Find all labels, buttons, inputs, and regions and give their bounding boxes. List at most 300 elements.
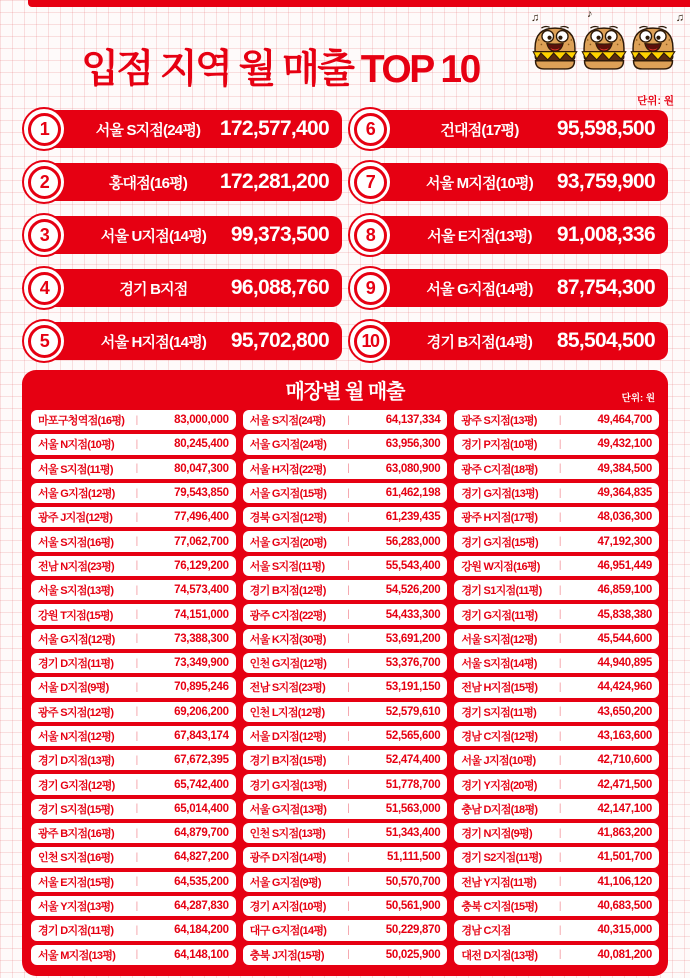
store-name: 서울 D지점(9평)	[38, 682, 109, 695]
store-name: 서울 K지점(30평)	[249, 633, 326, 646]
sales-value: 54,526,200	[385, 584, 441, 597]
sales-value: 53,191,150	[385, 681, 441, 694]
sales-value: 46,859,100	[597, 584, 653, 597]
store-row	[243, 459, 448, 479]
sales-value: 55,543,400	[385, 559, 441, 572]
store-row	[454, 823, 659, 843]
rank-bar	[44, 163, 342, 201]
rank-badge	[348, 266, 392, 310]
sales-value: 41,106,120	[597, 875, 653, 888]
separator: |	[135, 900, 139, 912]
sales-value: 74,151,000	[174, 608, 229, 621]
separator: |	[558, 924, 562, 936]
rank-number: 6	[365, 118, 375, 139]
unit-label: 단위: 원	[621, 393, 655, 404]
store-row	[31, 823, 236, 843]
rank-item	[22, 267, 342, 309]
store-name: 강원 W지점(16평)	[461, 560, 540, 573]
sales-value: 96,088,760	[230, 276, 329, 299]
burger-mascots	[531, 8, 684, 78]
sales-value: 47,192,300	[597, 535, 653, 548]
sales-value: 41,501,700	[597, 851, 653, 864]
sales-value: 50,570,700	[385, 875, 441, 888]
store-name: 서울 G지점(20평)	[249, 536, 327, 549]
separator: |	[135, 414, 139, 426]
rank-badge-inner	[354, 272, 387, 305]
rank-bar	[44, 110, 342, 148]
separator: |	[135, 438, 139, 450]
store-row	[454, 580, 659, 600]
store-name: 서울 E지점(13평)	[427, 227, 532, 245]
separator: |	[347, 609, 350, 621]
rank-number: 5	[39, 330, 49, 351]
separator: |	[347, 730, 350, 742]
store-name: 전남 N지점(23평)	[38, 560, 114, 573]
store-name: 서울 H지점(22평)	[249, 463, 326, 476]
sales-value: 44,424,960	[597, 681, 653, 694]
store-row	[31, 702, 236, 722]
store-row	[454, 653, 659, 673]
rank-bar	[44, 269, 342, 307]
sales-value: 95,598,500	[556, 117, 655, 140]
store-name: 서울 S지점(16평)	[38, 536, 114, 549]
separator: |	[558, 851, 562, 863]
store-row	[31, 459, 236, 479]
separator: |	[558, 706, 562, 718]
separator: |	[135, 876, 139, 888]
separator: |	[135, 536, 139, 548]
sales-value: 52,565,600	[385, 730, 441, 742]
store-row	[454, 459, 659, 479]
store-name: 충북 C지점(15평)	[461, 901, 538, 914]
sales-value: 64,879,700	[174, 827, 229, 840]
store-name: 광주 S지점(13평)	[461, 415, 537, 428]
rank-bar	[370, 163, 668, 201]
separator: |	[558, 511, 562, 523]
sales-value: 95,702,800	[230, 329, 329, 352]
store-name: 서울 G지점(9평)	[249, 876, 321, 889]
store-row	[243, 823, 448, 843]
store-sales-panel	[22, 370, 668, 976]
separator: |	[558, 730, 562, 742]
store-name: 서울 S지점(14평)	[461, 658, 537, 671]
rank-number: 10	[361, 330, 379, 351]
separator: |	[558, 876, 562, 888]
rank-badge-inner	[28, 325, 61, 358]
sales-value: 44,940,895	[597, 657, 653, 670]
store-row	[243, 531, 448, 551]
sales-value: 54,433,300	[385, 608, 441, 621]
store-name: 대전 D지점(13평)	[461, 949, 538, 962]
store-name: 경기 B지점(12평)	[249, 585, 326, 598]
rank-badge-inner	[354, 219, 387, 252]
store-row	[31, 580, 236, 600]
separator: |	[347, 900, 350, 912]
sales-value: 172,577,400	[219, 117, 329, 140]
sales-value: 51,778,700	[385, 778, 441, 791]
store-name: 서울 S지점(12평)	[461, 633, 537, 646]
store-name: 인천 G지점(12평)	[249, 658, 327, 671]
panel-header	[31, 377, 659, 407]
store-name: 경기 S2지점(11평)	[461, 852, 542, 865]
store-row	[31, 774, 236, 794]
separator: |	[558, 487, 562, 499]
store-name: 서울 Y지점(13평)	[38, 901, 114, 914]
store-name: 서울 S지점(11평)	[249, 560, 325, 573]
unit-label: 단위: 원	[637, 95, 674, 107]
store-row	[31, 434, 236, 454]
store-row	[243, 677, 448, 697]
store-row	[454, 920, 659, 940]
store-name: 경기 S1지점(11평)	[461, 585, 542, 598]
separator: |	[135, 511, 139, 523]
sales-value: 52,474,400	[385, 754, 441, 767]
store-name: 인천 L지점(12평)	[249, 706, 325, 719]
sales-value: 64,184,200	[174, 924, 229, 937]
header	[0, 0, 690, 108]
sales-value: 73,388,300	[174, 632, 229, 645]
store-row	[454, 556, 659, 576]
rank-number: 4	[39, 277, 49, 298]
separator: |	[558, 438, 562, 450]
store-row	[454, 483, 659, 503]
store-name: 서울 M지점(10평)	[425, 174, 533, 192]
separator: |	[135, 754, 139, 766]
store-column	[454, 410, 659, 965]
store-name: 경기 A지점(10평)	[249, 901, 326, 914]
store-name: 경기 B지점(15평)	[249, 755, 326, 768]
rank-badge-inner	[354, 325, 387, 358]
store-name: 마포구청역점(16평)	[38, 415, 125, 428]
store-row	[31, 677, 236, 697]
rank-item	[348, 320, 668, 362]
store-name: 서울 D지점(12평)	[249, 731, 326, 743]
separator: |	[347, 438, 350, 450]
sales-value: 65,014,400	[174, 802, 229, 815]
separator: |	[347, 681, 350, 693]
store-name: 전남 H지점(15평)	[461, 682, 538, 695]
store-name: 홍대점(16평)	[108, 174, 188, 192]
store-name: 서울 G지점(15평)	[249, 488, 327, 501]
sales-value: 51,343,400	[385, 827, 441, 840]
store-name: 서울 G지점(12평)	[38, 488, 115, 501]
separator: |	[558, 657, 562, 669]
sales-value: 80,047,300	[174, 462, 229, 475]
store-name: 서울 J지점(10평)	[461, 755, 536, 768]
separator: |	[347, 584, 350, 596]
store-name: 서울 S지점(24평)	[95, 121, 201, 139]
separator: |	[558, 463, 562, 475]
store-row	[454, 410, 659, 430]
rank-badge	[22, 319, 66, 363]
store-name: 광주 D지점(14평)	[249, 852, 326, 865]
store-name: 광주 H지점(17평)	[461, 512, 538, 525]
store-name: 서울 E지점(15평)	[38, 876, 114, 889]
sales-value: 76,129,200	[174, 559, 229, 572]
sales-value: 40,315,000	[597, 924, 653, 937]
sales-value: 63,080,900	[385, 462, 441, 475]
store-row	[31, 750, 236, 770]
store-column	[31, 410, 236, 965]
store-row	[243, 410, 448, 430]
store-row	[243, 702, 448, 722]
separator: |	[347, 706, 350, 718]
sales-value: 63,956,300	[385, 438, 441, 451]
separator: |	[135, 584, 139, 596]
sales-value: 67,672,395	[174, 754, 229, 767]
rank-badge	[22, 266, 66, 310]
store-row	[243, 507, 448, 527]
separator: |	[347, 536, 350, 548]
store-row	[454, 847, 659, 867]
separator: |	[135, 633, 139, 645]
music-note-icon: ♫	[531, 12, 540, 24]
separator: |	[135, 706, 139, 718]
store-row	[454, 726, 659, 746]
rank-item	[22, 214, 342, 256]
store-row	[31, 483, 236, 503]
store-name: 경기 P지점(10평)	[461, 439, 537, 452]
store-name: 서울 S지점(11평)	[38, 463, 113, 476]
separator: |	[135, 657, 139, 669]
store-name: 충남 D지점(18평)	[461, 803, 538, 816]
separator: |	[135, 803, 139, 815]
page-title: 입점 지역 월 매출 TOP 10	[81, 48, 479, 91]
store-name: 서울 S지점(13평)	[38, 585, 114, 598]
sales-value: 50,025,900	[385, 948, 441, 961]
store-name: 서울 G지점(24평)	[249, 439, 327, 452]
separator: |	[347, 414, 350, 426]
rank-number: 3	[39, 224, 49, 245]
store-row	[243, 629, 448, 649]
rank-badge	[22, 160, 66, 204]
separator: |	[558, 803, 562, 815]
store-row	[31, 410, 236, 430]
sales-value: 64,535,200	[174, 875, 229, 888]
separator: |	[558, 633, 562, 645]
store-row	[243, 580, 448, 600]
store-row	[31, 531, 236, 551]
sales-value: 42,471,500	[597, 778, 653, 791]
store-row	[31, 653, 236, 673]
store-row	[243, 847, 448, 867]
sales-value: 40,683,500	[597, 900, 653, 913]
store-name: 서울 U지점(14평)	[100, 227, 207, 245]
store-row	[31, 604, 236, 624]
separator: |	[558, 560, 562, 572]
sales-value: 56,283,000	[385, 535, 441, 548]
rank-badge-inner	[28, 113, 61, 146]
sales-value: 46,951,449	[597, 559, 653, 572]
rank-bar	[44, 322, 342, 360]
sales-value: 67,843,174	[174, 730, 229, 742]
store-name: 경기 B지점	[119, 280, 188, 298]
sales-value: 80,245,400	[174, 438, 229, 451]
store-row	[454, 629, 659, 649]
rank-badge	[348, 319, 392, 363]
store-name: 강원 T지점(15평)	[38, 609, 113, 622]
sales-value: 53,376,700	[385, 657, 441, 670]
music-note-icon: ♫	[675, 12, 684, 24]
sales-value: 50,229,870	[385, 924, 441, 937]
store-name: 경기 G지점(13평)	[249, 779, 327, 792]
separator: |	[347, 803, 350, 815]
rank-number: 9	[365, 277, 375, 298]
sales-value: 49,364,835	[597, 487, 653, 500]
store-name: 서울 G지점(13평)	[249, 803, 327, 816]
store-row	[454, 507, 659, 527]
sales-value: 50,561,900	[385, 900, 441, 913]
rank-number: 7	[365, 171, 375, 192]
separator: |	[135, 851, 139, 863]
store-row	[454, 750, 659, 770]
top10-grid	[22, 108, 668, 362]
rank-badge-inner	[354, 166, 387, 199]
sales-value: 51,563,000	[385, 802, 441, 815]
rank-item	[348, 161, 668, 203]
store-row	[454, 677, 659, 697]
store-row	[454, 799, 659, 819]
separator: |	[347, 949, 350, 961]
store-name: 전남 Y지점(11평)	[461, 876, 537, 889]
sales-value: 49,464,700	[597, 414, 653, 427]
rank-badge-inner	[28, 166, 61, 199]
store-row	[243, 774, 448, 794]
sales-value: 99,373,500	[230, 223, 329, 246]
store-name: 서울 S지점(24평)	[249, 415, 326, 428]
store-name: 경남 C지점	[461, 925, 511, 938]
sales-value: 65,742,400	[174, 778, 229, 791]
store-name: 서울 G지점(12평)	[38, 633, 115, 646]
store-row	[31, 556, 236, 576]
sales-value: 69,206,200	[174, 705, 229, 718]
sales-value: 51,111,500	[387, 851, 441, 864]
store-name: 전남 S지점(23평)	[249, 682, 326, 695]
sales-value: 73,349,900	[174, 657, 229, 670]
store-row	[243, 556, 448, 576]
store-row	[31, 896, 236, 916]
rank-bar	[44, 216, 342, 254]
sales-value: 85,504,500	[556, 329, 655, 352]
store-name: 경기 D지점(11평)	[38, 925, 114, 938]
separator: |	[347, 779, 350, 791]
store-row	[243, 604, 448, 624]
store-name: 인천 S지점(13평)	[249, 828, 326, 841]
separator: |	[135, 827, 139, 839]
sales-value: 87,754,300	[556, 276, 655, 299]
store-row	[243, 799, 448, 819]
store-name: 경기 G지점(11평)	[461, 609, 538, 622]
store-name: 서울 N지점(12평)	[38, 731, 114, 743]
separator: |	[558, 949, 562, 961]
store-name: 서울 G지점(14평)	[426, 280, 533, 298]
separator: |	[135, 681, 139, 693]
store-row	[454, 945, 659, 965]
store-row	[31, 726, 236, 746]
sales-value: 93,759,900	[556, 170, 655, 193]
sales-value: 45,838,380	[597, 608, 653, 621]
store-row	[243, 434, 448, 454]
store-name: 경기 Y지점(20평)	[461, 779, 537, 792]
sales-value: 77,496,400	[174, 511, 229, 524]
store-name: 경북 G지점(12평)	[249, 512, 327, 525]
separator: |	[347, 511, 350, 523]
rank-bar	[370, 322, 668, 360]
rank-item	[348, 267, 668, 309]
rank-item	[22, 320, 342, 362]
separator: |	[135, 487, 139, 499]
store-row	[454, 434, 659, 454]
store-row	[454, 774, 659, 794]
sales-value: 64,287,830	[174, 900, 229, 913]
store-name: 대구 G지점(14평)	[249, 925, 327, 938]
separator: |	[135, 609, 139, 621]
store-name: 서울 H지점(14평)	[100, 333, 207, 351]
rank-item	[348, 108, 668, 150]
sales-value: 172,281,200	[219, 170, 329, 193]
store-row	[31, 799, 236, 819]
store-row	[31, 920, 236, 940]
music-note-icon: ♪	[587, 8, 593, 20]
store-row	[243, 483, 448, 503]
separator: |	[135, 560, 139, 572]
store-columns	[31, 410, 659, 965]
sales-value: 77,062,700	[174, 535, 229, 548]
rank-number: 1	[39, 118, 49, 139]
store-row	[243, 920, 448, 940]
separator: |	[558, 779, 562, 791]
store-name: 경기 G지점(12평)	[38, 779, 115, 792]
separator: |	[558, 754, 562, 766]
rank-bar	[370, 110, 668, 148]
store-name: 서울 N지점(10평)	[38, 439, 114, 452]
store-name: 경기 S지점(11평)	[461, 706, 537, 719]
separator: |	[135, 924, 139, 936]
separator: |	[135, 779, 139, 791]
store-name: 경남 C지점(12평)	[461, 731, 538, 743]
separator: |	[135, 949, 139, 961]
rank-badge	[348, 160, 392, 204]
store-row	[243, 896, 448, 916]
sales-value: 53,691,200	[385, 632, 441, 645]
separator: |	[347, 851, 350, 863]
rank-badge	[348, 107, 392, 151]
separator: |	[558, 536, 562, 548]
separator: |	[558, 900, 562, 912]
store-row	[243, 750, 448, 770]
sales-value: 40,081,200	[597, 948, 653, 961]
separator: |	[347, 633, 350, 645]
rank-item	[22, 161, 342, 203]
separator: |	[347, 463, 350, 475]
store-row	[454, 702, 659, 722]
store-name: 경기 D지점(13평)	[38, 755, 114, 768]
store-row	[31, 629, 236, 649]
store-name: 충북 J지점(15평)	[249, 949, 324, 962]
separator: |	[135, 730, 139, 742]
sales-value: 49,384,500	[597, 462, 653, 475]
separator: |	[347, 876, 350, 888]
store-row	[243, 653, 448, 673]
separator: |	[135, 463, 139, 475]
sales-value: 52,579,610	[385, 705, 441, 718]
rank-number: 8	[365, 224, 375, 245]
separator: |	[558, 609, 562, 621]
store-name: 서울 M지점(13평)	[38, 949, 116, 962]
sales-value: 61,239,435	[385, 511, 441, 524]
burger-mascot-icon	[624, 20, 682, 78]
separator: |	[347, 487, 350, 499]
